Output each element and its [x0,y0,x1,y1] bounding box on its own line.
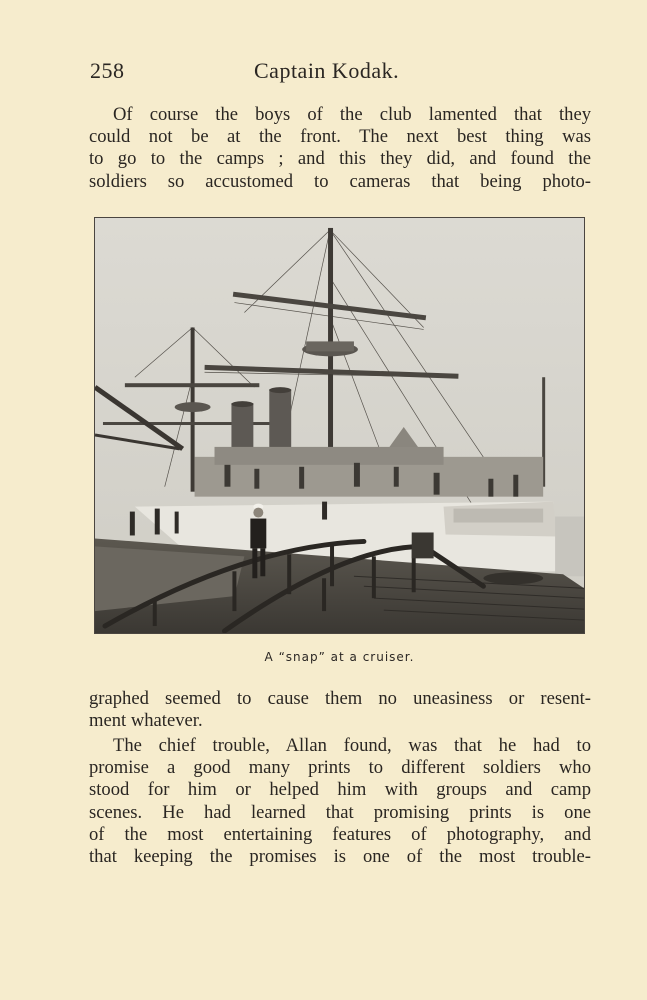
text-line: of the most entertaining features of photography, and [89,823,591,845]
text-line: could not be at the front. The next best thing was [89,126,591,148]
page-number: 258 [90,58,125,83]
running-head [90,58,590,86]
text-line: graphed seemed to cause them no uneasiness or resent- [89,688,591,709]
text-line: ment whatever. [89,710,203,732]
text-line: scenes. He had learned that promising prints is one [89,801,591,823]
paragraph-continuation [89,688,591,732]
text-line: soldiers so accustomed to cameras that being photo- [89,170,591,192]
cruiser-photo-illustration [95,218,584,633]
text-line: The chief trouble, Allan found, was that he had to [113,735,591,756]
running-title: Captain Kodak. [254,58,400,83]
text-line: Of course the boys of the club lamented that they [113,104,591,125]
figure-caption: A “snap” at a cruiser. [264,650,415,664]
paragraph-top [89,104,591,193]
text-line: promise a good many prints to different soldiers who [89,757,591,779]
text-line: stood for him or helped him with groups and camp [89,779,591,801]
paragraph-next [89,735,591,868]
cruiser-photograph [94,217,585,634]
text-line: that keeping the promises is one of the most trouble- [89,846,591,868]
text-line: to go to the camps ; and this they did, and found the [89,148,591,170]
